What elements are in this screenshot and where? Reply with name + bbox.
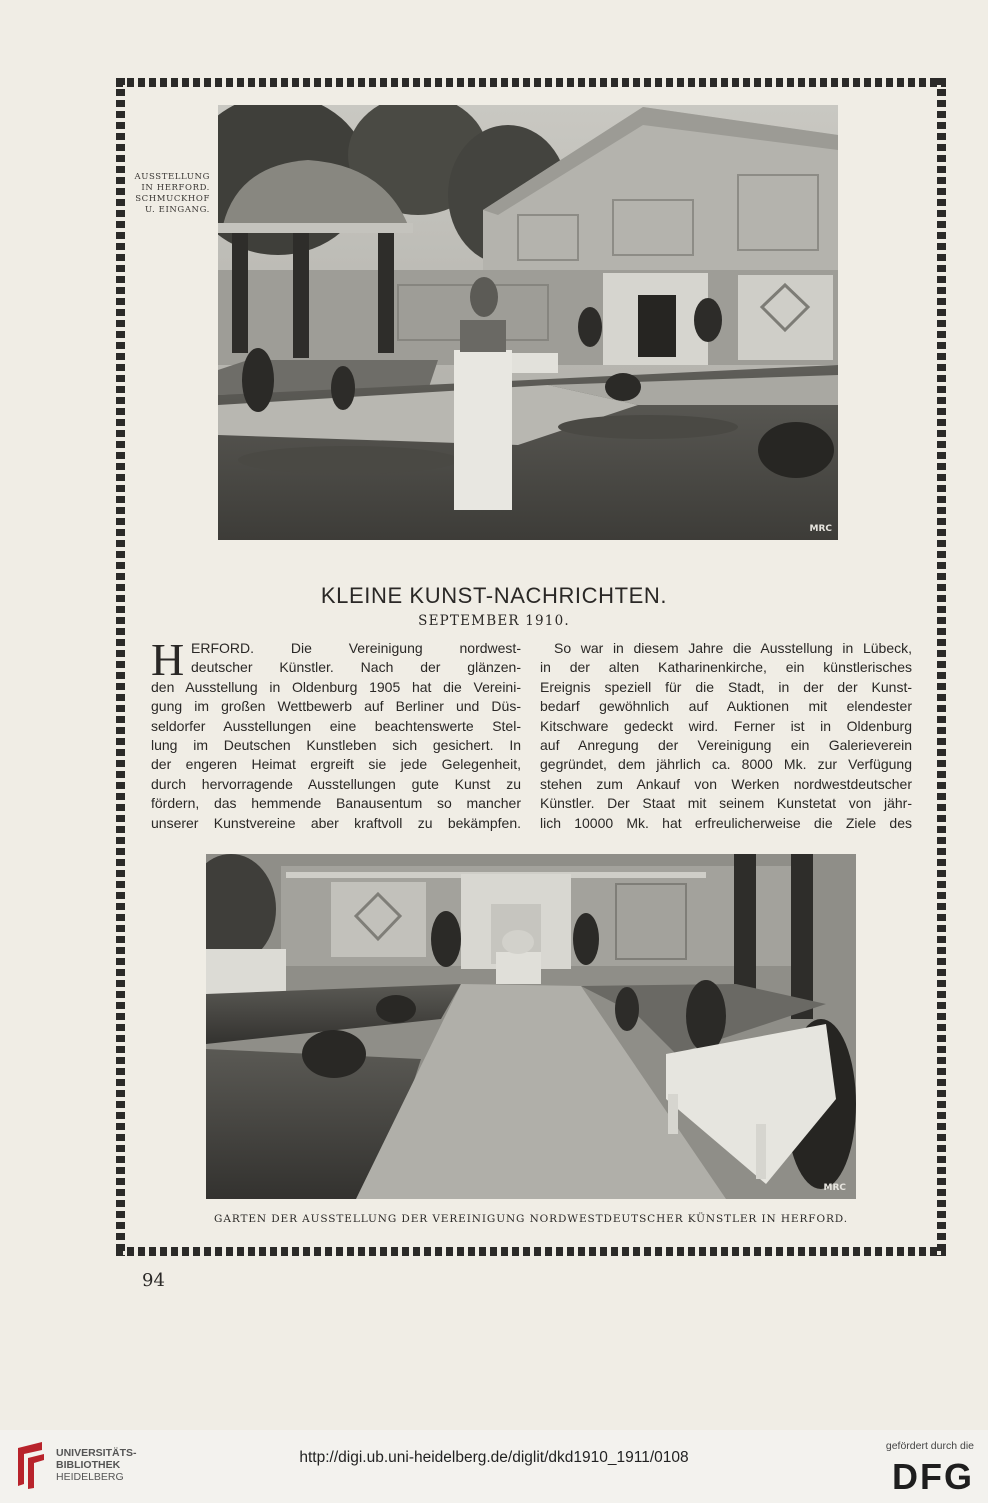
- text-line: lich 10000 Mk. hat erfreulicherweise die Ziele des: [540, 814, 912, 831]
- source-url-link[interactable]: http://digi.ub.uni-heidelberg.de/diglit/dkd1910_1911/0108: [299, 1449, 689, 1466]
- text-line: der engeren Heimat ergreift sie jede Gelegenheit,: [151, 756, 521, 773]
- top-photo-caption-line: U. EINGANG.: [145, 205, 210, 215]
- text-line: ERFORD. Die Vereinigung nordwest-: [191, 640, 521, 656]
- text-line: lung im Deutschen Kunstleben sich gesichert. In: [151, 736, 521, 753]
- text-line: seldorfer Ausstellungen eine beachtenswerte Stel-: [151, 717, 521, 734]
- text-line: bedarf gewöhnlich auf Auktionen mit elendester: [540, 698, 912, 715]
- text-line: Kitschware gedeckt wird. Ferner ist in Oldenburg: [540, 717, 912, 734]
- text-line: in der alten Katharinenkirche, ein künstlerisches: [540, 659, 912, 676]
- photographer-mark: MRC: [809, 524, 832, 534]
- frame-top-border: [116, 78, 946, 87]
- text-line: unserer Kunstvereine aber kraftvoll zu bekämpfen.: [151, 814, 521, 831]
- text-line: Ereignis speziell für die Stadt, in der der Kunst-: [540, 678, 912, 695]
- footer-bar: [0, 1430, 988, 1503]
- photographer-mark: MRC: [823, 1183, 846, 1193]
- bottom-photo-caption: GARTEN DER AUSSTELLUNG DER VEREINIGUNG NORDWESTDEUTSCHER KÜNSTLER IN HERFORD.: [214, 1213, 848, 1225]
- article-date: SEPTEMBER 1910.: [418, 613, 570, 629]
- text-line: den Ausstellung in Oldenburg 1905 hat die Vereini-: [151, 678, 521, 695]
- frame-right-border: [937, 78, 946, 1256]
- garden-illustration: [206, 854, 856, 1199]
- top-photo-caption: [118, 172, 210, 216]
- text-line: auf Anregung der Vereinigung ein Galerieverein: [540, 736, 912, 753]
- top-photo-caption-line: IN HERFORD.: [141, 183, 210, 193]
- text-line: So war in diesem Jahre die Ausstellung in Lübeck,: [554, 640, 912, 656]
- library-name-line: BIBLIOTHEK: [56, 1459, 121, 1471]
- courtyard-illustration: [218, 105, 838, 540]
- funded-by-label: gefördert durch die: [885, 1440, 974, 1452]
- text-line: Künstler. Der Staat mit seinem Kunstetat von jähr-: [540, 795, 912, 812]
- frame-bottom-border: [116, 1247, 946, 1256]
- article-column-right: [540, 639, 912, 833]
- library-name-line: UNIVERSITÄTS-: [56, 1447, 137, 1459]
- text-line: durch hervorragende Ausstellungen gute Kunst zu: [151, 775, 521, 792]
- text-line: stehen zum Ankauf von Werken nordwestdeutscher: [540, 775, 912, 792]
- bottom-photo-garden: [206, 854, 856, 1199]
- drop-cap: H: [151, 634, 185, 685]
- top-photo-caption-line: AUSSTELLUNG: [134, 172, 210, 182]
- text-line: deutscher Künstler. Nach der glänzen-: [191, 659, 521, 676]
- dfg-logo[interactable]: DFG: [892, 1456, 974, 1497]
- page-number: 94: [142, 1270, 165, 1291]
- text-line: gung im großen Wettbewerb auf Berliner und Düs-: [151, 698, 521, 715]
- top-photo-courtyard: [218, 105, 838, 540]
- article-title: KLEINE KUNST-NACHRICHTEN.: [320, 583, 668, 608]
- library-name-line: HEIDELBERG: [56, 1471, 124, 1483]
- text-line: fördern, das hemmende Banausentum so mancher: [151, 795, 521, 812]
- text-line: gegründet, dem jährlich ca. 8000 Mk. zur Verfügung: [540, 756, 912, 773]
- top-photo-caption-line: SCHMUCKHOF: [135, 194, 210, 204]
- article-column-left: [151, 634, 521, 833]
- frame-left-border: [116, 78, 125, 1256]
